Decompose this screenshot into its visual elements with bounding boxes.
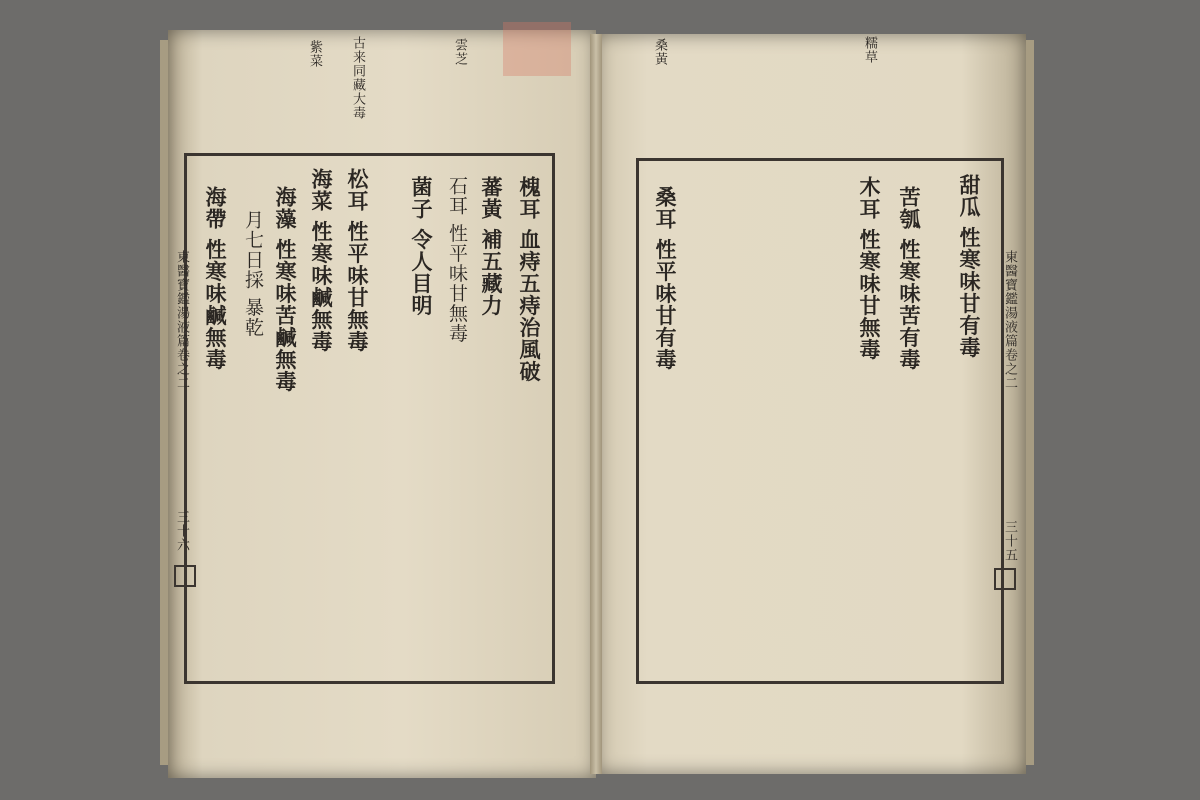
left-col-3: 石耳 性平味甘無毒	[446, 176, 468, 344]
right-note-2: 糯草	[862, 36, 877, 64]
left-page-number: 三十六	[174, 510, 189, 552]
right-page-number: 三十五	[1002, 520, 1017, 562]
right-fold-mark	[994, 568, 1016, 590]
right-col-3: 木耳 性寒味甘無毒	[857, 176, 882, 361]
left-note-2: 古来同藏大毒	[350, 36, 365, 120]
left-col-7: 海藻 性寒味苦鹹無毒	[273, 186, 298, 393]
left-col-4: 菌子 令人目明	[409, 176, 434, 317]
left-side-label: 東醫寶鑑湯液篇卷之二	[174, 250, 189, 390]
left-col-9: 月七日採 暴乾	[242, 210, 264, 338]
book-gutter	[590, 34, 602, 774]
right-note-1: 桑黃	[652, 38, 667, 66]
right-col-4: 桑耳 性平味甘有毒	[653, 186, 678, 371]
left-fold-mark	[174, 565, 196, 587]
left-note-3: 雲芝	[452, 38, 467, 66]
left-note-1: 紫菜	[307, 40, 322, 68]
left-col-6: 海菜 性寒味鹹無毒	[309, 168, 334, 353]
right-col-2: 苦瓠 性寒味苦有毒	[897, 186, 922, 371]
right-col-1: 甜瓜 性寒味甘有毒	[957, 174, 982, 359]
left-col-1: 槐耳 血痔五痔治風破	[517, 176, 542, 383]
left-col-5: 松耳 性平味甘無毒	[345, 168, 370, 353]
right-text-frame	[636, 158, 1004, 684]
left-col-8: 海帶 性寒味鹹無毒	[203, 186, 228, 371]
red-seal-stamp	[503, 22, 571, 76]
left-col-2: 蕃黃 補五藏力	[479, 176, 504, 317]
right-side-label: 東醫寶鑑湯液篇卷之二	[1002, 250, 1017, 390]
